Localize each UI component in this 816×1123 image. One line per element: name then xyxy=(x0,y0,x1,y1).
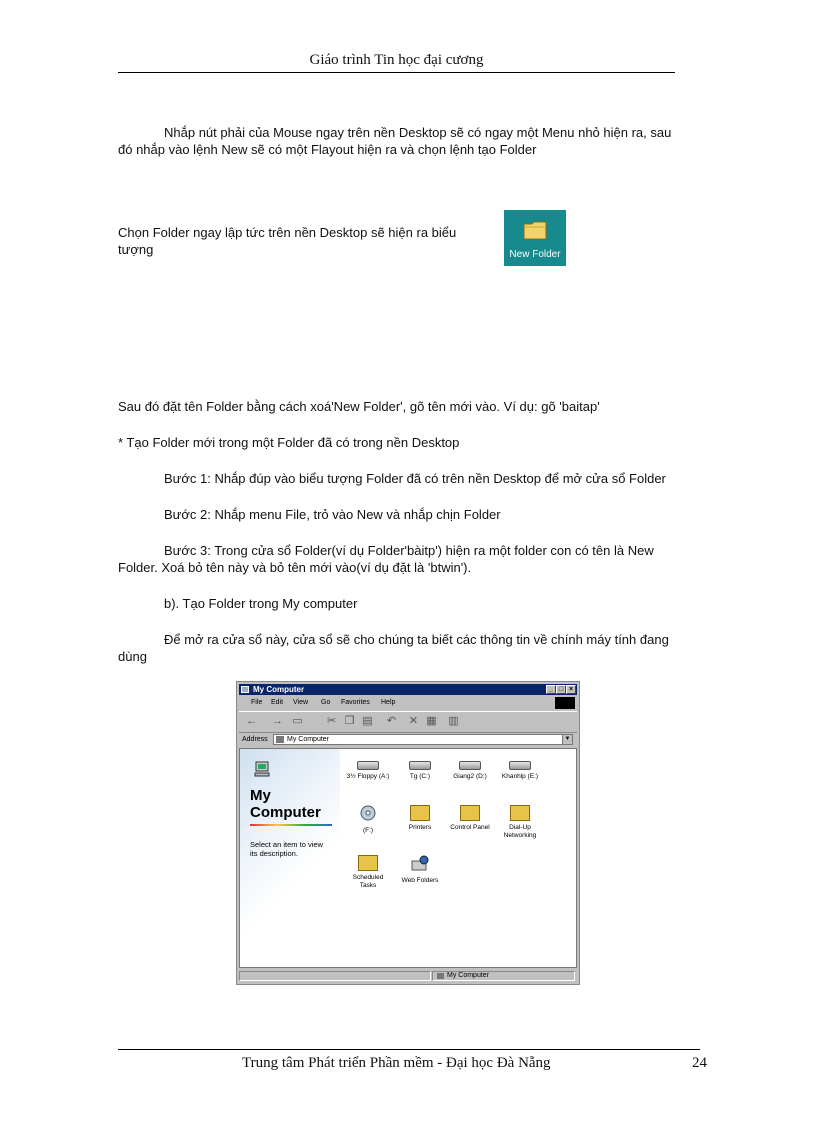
drive-c[interactable] xyxy=(396,755,444,781)
drive-floppy-a[interactable] xyxy=(344,755,392,781)
printers-icon xyxy=(410,805,430,821)
status-bar xyxy=(239,970,577,982)
paragraph-step-1: Bước 1: Nhắp đúp vào biểu tượng Folder đã có trên nền Desktop để mở cửa sổ Folder xyxy=(164,471,666,486)
paragraph-step-2: Bước 2: Nhắp menu File, trỏ vào New và nhắp chịn Folder xyxy=(164,507,501,522)
new-folder-desktop-icon xyxy=(504,210,566,266)
pane-description: Select an item to view its description. xyxy=(250,840,323,858)
delete-icon[interactable]: ✕ xyxy=(408,715,419,727)
menu-file[interactable]: File xyxy=(251,699,263,706)
item-label: Control Panel xyxy=(450,824,490,831)
pane-title xyxy=(250,787,321,821)
address-input[interactable] xyxy=(273,734,573,745)
paragraph-section-heading: * Tạo Folder mới trong một Folder đã có trong nền Desktop xyxy=(118,435,460,450)
item-label: Khanhlp (E:) xyxy=(501,773,539,780)
hard-drive-icon xyxy=(509,761,531,770)
item-label: Scheduled Tasks xyxy=(352,874,384,889)
address-label: Address xyxy=(242,736,268,743)
header-rule xyxy=(118,72,675,73)
drive-d[interactable] xyxy=(446,755,494,781)
page-header: Giáo trình Tin học đại cương xyxy=(309,52,484,68)
address-bar xyxy=(239,733,577,746)
pane-divider xyxy=(250,824,332,826)
folder-icon xyxy=(523,220,547,240)
minimize-button[interactable]: _ xyxy=(546,685,556,694)
menu-help[interactable]: Help xyxy=(381,699,396,706)
menu-bar xyxy=(239,697,577,709)
computer-icon xyxy=(276,736,284,743)
web-folders-icon xyxy=(410,855,430,871)
folder-content xyxy=(239,748,577,968)
item-label: (F:) xyxy=(362,826,374,834)
paste-icon[interactable]: ▤ xyxy=(362,715,373,727)
cd-drive-icon xyxy=(358,805,378,821)
hard-drive-icon xyxy=(459,761,481,770)
web-folders[interactable] xyxy=(396,855,444,884)
copy-icon[interactable]: ❐ xyxy=(344,715,355,727)
control-panel-icon xyxy=(460,805,480,821)
menu-edit[interactable]: Edit xyxy=(271,699,284,706)
undo-icon[interactable]: ↶ xyxy=(386,715,397,727)
address-value: My Computer xyxy=(287,736,330,743)
paragraph-subsection: b). Tạo Folder trong My computer xyxy=(164,596,358,611)
chevron-down-icon[interactable]: ▼ xyxy=(562,735,572,744)
item-label: 3½ Floppy (A:) xyxy=(346,773,390,780)
pane-title-line2: Computer xyxy=(250,804,321,821)
pane-title-line1: My xyxy=(250,787,271,804)
item-label: Printers xyxy=(408,824,432,831)
paragraph-my-computer: Để mở ra cửa sổ này, cửa sổ sẽ cho chúng ta biết các thông tin về chính máy tính đang dùng xyxy=(118,632,669,664)
status-pane-left xyxy=(239,971,431,981)
properties-icon[interactable]: ▦ xyxy=(426,715,437,727)
windows-logo-icon xyxy=(555,697,575,709)
scheduled-tasks-icon xyxy=(358,855,378,871)
printers-folder[interactable] xyxy=(396,805,444,832)
views-icon[interactable]: ▥ xyxy=(448,715,459,727)
paragraph-folder-icon: Chọn Folder ngay lập tức trên nền Desktop sẽ hiện ra biểu tượng xyxy=(118,225,457,257)
item-label: Giang2 (D:) xyxy=(453,773,487,780)
item-label: Tg (C:) xyxy=(409,773,431,780)
dial-up-folder[interactable] xyxy=(496,805,544,839)
forward-icon[interactable]: → xyxy=(272,715,283,727)
dial-up-networking-icon xyxy=(510,805,530,821)
menu-view[interactable]: View xyxy=(293,699,309,706)
my-computer-window xyxy=(236,681,580,985)
computer-icon xyxy=(254,761,270,777)
paragraph-rename: Sau đó đặt tên Folder bằng cách xoá'New Folder', gõ tên mới vào. Ví dụ: gõ 'baitap' xyxy=(118,399,600,414)
computer-icon xyxy=(241,686,249,693)
maximize-button[interactable]: □ xyxy=(556,685,566,694)
paragraph-step-3: Bước 3: Trong cửa sổ Folder(ví dụ Folder'bàitp') hiện ra một folder con có tên là New Folder. Xoá bỏ tên này và bỏ tên mới vào(ví dụ đặt là 'btwin'). xyxy=(118,543,654,575)
footer-rule xyxy=(118,1049,700,1050)
new-folder-label: New Folder xyxy=(509,249,561,260)
web-view-pane xyxy=(240,749,340,968)
item-label: Web Folders xyxy=(401,876,439,884)
computer-icon xyxy=(437,973,444,979)
back-icon[interactable]: ← xyxy=(246,715,257,727)
toolbar xyxy=(239,711,577,733)
drive-f[interactable] xyxy=(344,805,392,834)
close-button[interactable]: × xyxy=(566,685,576,694)
cut-icon[interactable]: ✂ xyxy=(326,715,337,727)
drive-e[interactable] xyxy=(496,755,544,781)
page-number: 24 xyxy=(692,1055,707,1071)
footer-text: Trung tâm Phát triển Phần mềm - Đại học Đà Nẵng xyxy=(242,1055,551,1071)
item-label: Dial-Up Networking xyxy=(503,824,537,839)
floppy-drive-icon xyxy=(357,761,379,770)
menu-go[interactable]: Go xyxy=(321,699,331,706)
hard-drive-icon xyxy=(409,761,431,770)
window-titlebar xyxy=(239,684,577,695)
window-title: My Computer xyxy=(253,685,305,694)
menu-favorites[interactable]: Favorites xyxy=(341,699,370,706)
control-panel-folder[interactable] xyxy=(446,805,494,832)
scheduled-tasks-folder[interactable] xyxy=(344,855,392,889)
paragraph-right-click: Nhắp nút phải của Mouse ngay trên nền Desktop sẽ có ngay một Menu nhỏ hiện ra, sau đó nhắp vào lệnh New sẽ có một Flayout hiện ra và chọn lệnh tạo Folder xyxy=(118,125,672,157)
status-text: My Computer xyxy=(447,972,490,979)
up-folder-icon[interactable]: ▭ xyxy=(292,715,303,727)
